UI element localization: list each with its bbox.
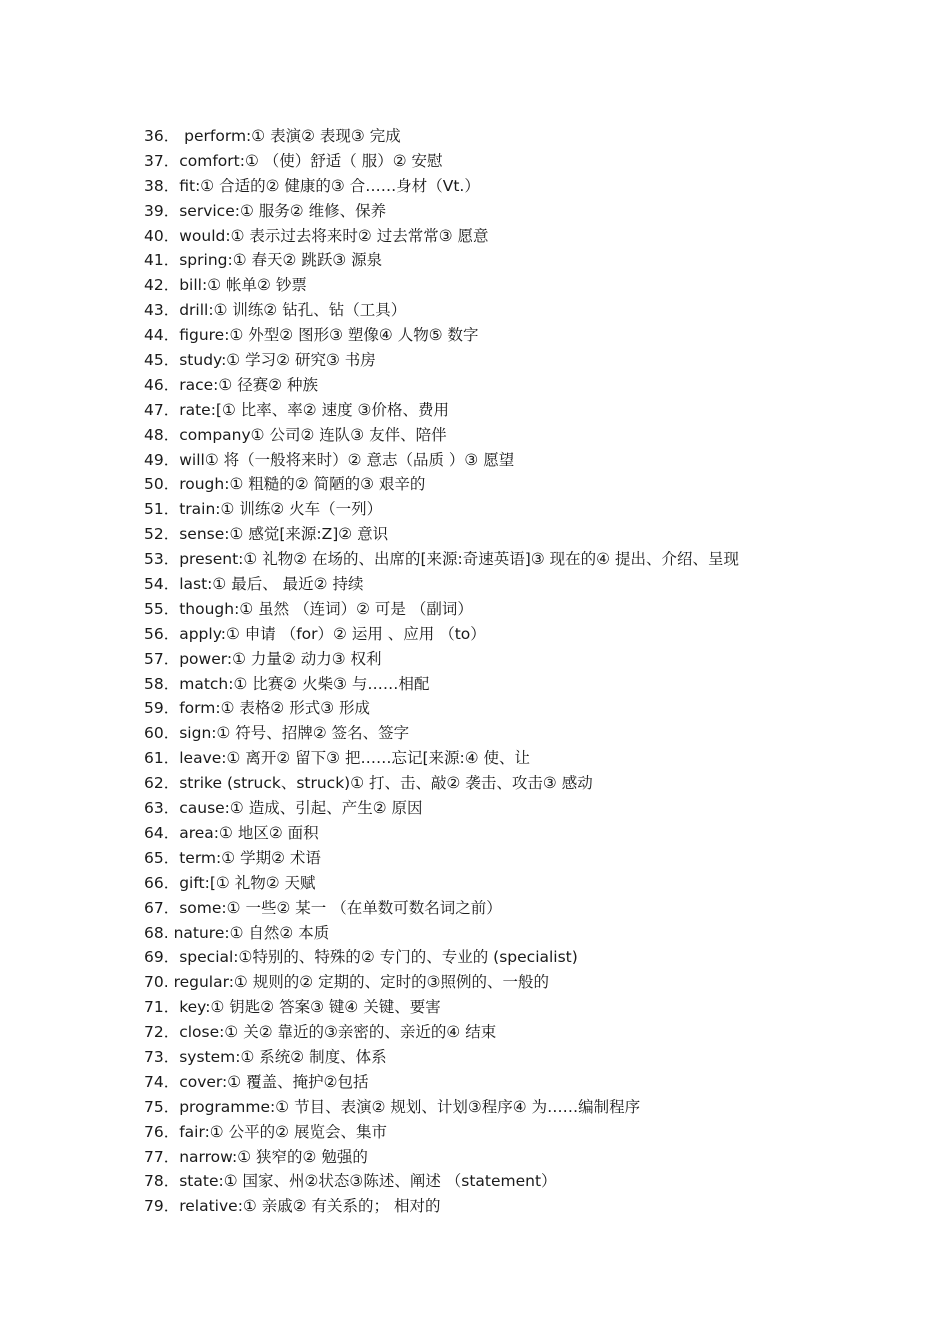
list-item: 72．close:① 关② 靠近的③亲密的、亲近的④ 结束 <box>144 1023 497 1042</box>
list-item: 66．gift:[① 礼物② 天赋 <box>144 873 316 892</box>
list-item: 47．rate:[① 比率、率② 速度 ③价格、费用 <box>144 400 449 419</box>
list-item: 78．state:① 国家、州②状态③陈述、阐述 （statement） <box>144 1172 557 1191</box>
list-item: 74．cover:① 覆盖、掩护②包括 <box>144 1072 369 1091</box>
list-item: 39．service:① 服务② 维修、保养 <box>144 201 387 220</box>
list-item: 42．bill:① 帐单② 钞票 <box>144 276 307 295</box>
list-item: 65．term:① 学期② 术语 <box>144 848 321 867</box>
list-item: 43．drill:① 训练② 钻孔、钻（工具） <box>144 301 407 320</box>
list-item: 75．programme:① 节目、表演② 规划、计划③程序④ 为……编制程序 <box>144 1097 641 1116</box>
list-item: 46．race:① 径赛② 种族 <box>144 375 319 394</box>
list-item: 38．fit:① 合适的② 健康的③ 合……身材（Vt.） <box>144 176 480 195</box>
list-item: 60．sign:① 符号、招牌② 签名、签字 <box>144 724 410 743</box>
list-item: 77．narrow:① 狭窄的② 勉强的 <box>144 1147 368 1166</box>
list-item: 70. regular:① 规则的② 定期的、定时的③照例的、一般的 <box>144 973 549 992</box>
list-item: 55．though:① 虽然 （连词）② 可是 （副词） <box>144 599 473 618</box>
list-item: 68. nature:① 自然② 本质 <box>144 923 330 942</box>
list-item: 67．some:① 一些② 某一 （在单数可数名词之前） <box>144 898 502 917</box>
list-item: 58．match:① 比赛② 火柴③ 与……相配 <box>144 674 430 693</box>
list-item: 41．spring:① 春天② 跳跃③ 源泉 <box>144 251 383 270</box>
list-item: 50．rough:① 粗糙的② 简陋的③ 艰辛的 <box>144 475 426 494</box>
list-item: 51．train:① 训练② 火车（一列） <box>144 500 383 519</box>
list-item: 37．comfort:① （使）舒适（ 服）② 安慰 <box>144 151 443 170</box>
vocabulary-list <box>144 124 924 1219</box>
list-item: 69．special:①特别的、特殊的② 专门的、专业的 (specialist) <box>144 948 578 967</box>
list-item: 62．strike (struck、struck)① 打、击、敲② 袭击、攻击③ 感动 <box>144 774 593 793</box>
list-item: 48．company① 公司② 连队③ 友伴、陪伴 <box>144 425 447 444</box>
list-item: 79．relative:① 亲戚② 有关系的； 相对的 <box>144 1197 441 1216</box>
list-item: 45．study:① 学习② 研究③ 书房 <box>144 351 376 370</box>
list-item: 56．apply:① 申请 （for）② 运用 、应用 （to） <box>144 624 486 643</box>
list-item: 57．power:① 力量② 动力③ 权利 <box>144 649 382 668</box>
list-item: 73．system:① 系统② 制度、体系 <box>144 1047 387 1066</box>
list-item: 44．figure:① 外型② 图形③ 塑像④ 人物⑤ 数字 <box>144 326 479 345</box>
list-item: 53．present:① 礼物② 在场的、出席的[来源:奇速英语]③ 现在的④ 提出、介绍、呈现 <box>144 550 739 569</box>
list-item: 54．last:① 最后、 最近② 持续 <box>144 575 364 594</box>
list-item: 64．area:① 地区② 面积 <box>144 823 319 842</box>
list-item: 76．fair:① 公平的② 展览会、集市 <box>144 1122 387 1141</box>
list-item: 59．form:① 表格② 形式③ 形成 <box>144 699 371 718</box>
list-item: 71．key:① 钥匙② 答案③ 键④ 关键、要害 <box>144 998 441 1017</box>
list-item: 61．leave:① 离开② 留下③ 把……忘记[来源:④ 使、让 <box>144 749 531 768</box>
list-item: 36． perform:① 表演② 表现③ 完成 <box>144 127 401 145</box>
list-item: 49．will① 将（一般将来时）② 意志（品质 ）③ 愿望 <box>144 450 515 469</box>
list-item: 52．sense:① 感觉[来源:Z]② 意识 <box>144 525 389 544</box>
list-item: 63．cause:① 造成、引起、产生② 原因 <box>144 799 423 818</box>
list-item: 40．would:① 表示过去将来时② 过去常常③ 愿意 <box>144 226 489 245</box>
